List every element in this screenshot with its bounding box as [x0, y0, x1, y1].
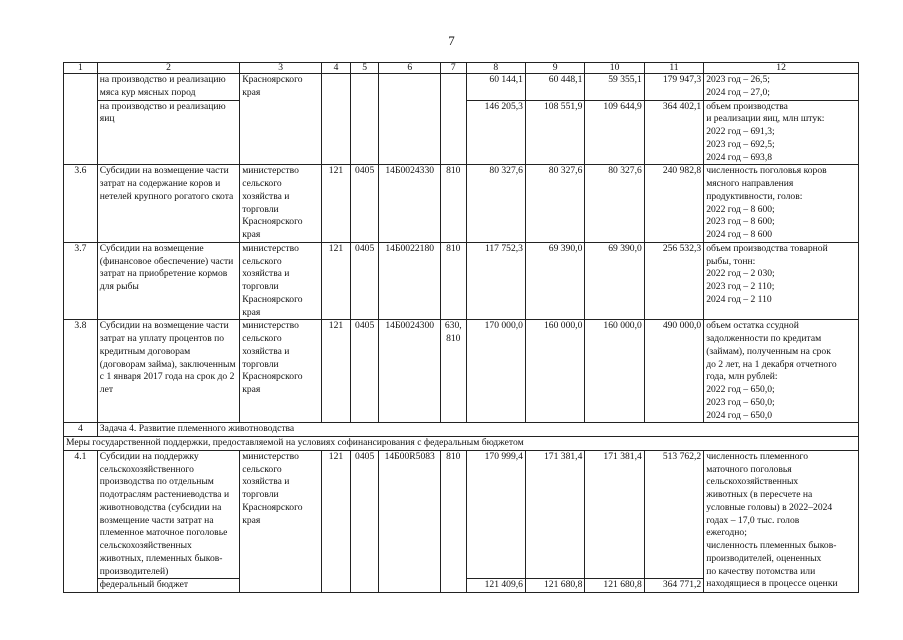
amount-total: 513 762,2 — [644, 450, 703, 579]
result-line: 2023 год – 2 110; — [706, 281, 775, 292]
result-line: численность племенных быков- — [706, 540, 837, 551]
amount-2023: 171 381,4 — [525, 450, 584, 579]
csr-code: 14Б0022180 — [379, 242, 440, 320]
administrator: министерство сельского хозяйства и торговли Красноярского края — [240, 450, 322, 579]
amount-2023: 121 680,8 — [525, 579, 584, 593]
result-line: продуктивности, голов: — [706, 190, 803, 202]
rzpr-code: 0405 — [350, 320, 379, 423]
result-line: численность племенного — [706, 450, 809, 462]
column-header: 12 — [704, 63, 859, 74]
row-number: 3.7 — [64, 242, 98, 320]
amount-2024: 121 680,8 — [585, 579, 644, 593]
measure-name: Субсидии на возмещение (финансовое обеспечение) части затрат на приобретение кормов для рыбы — [97, 242, 239, 320]
amount-2022: 80 327,6 — [466, 165, 525, 243]
result-indicator — [704, 165, 859, 243]
grbs-code: 121 — [322, 450, 351, 579]
grbs-code: 121 — [322, 165, 351, 243]
result-line: 2024 год – 27,0; — [706, 86, 770, 98]
result-line: численность поголовья коров — [706, 165, 827, 177]
amount-2022: 170 999,4 — [466, 450, 525, 579]
column-header: 6 — [379, 63, 440, 74]
amount-2022: 121 409,6 — [466, 579, 525, 593]
result-line: до 2 лет, на 1 декабря отчетного — [706, 358, 837, 370]
result-line: по качеству потомства или — [706, 565, 816, 577]
amount-total: 364 402,1 — [644, 100, 703, 165]
result-line: 2024 год – 2 110 — [706, 293, 772, 305]
measure-name: на производство и реализацию яиц — [97, 100, 239, 165]
result-line: 2024 год – 693,8 — [706, 151, 773, 163]
amount-2023: 108 551,9 — [525, 100, 584, 165]
result-line: сельскохозяйственных — [706, 476, 799, 488]
administrator: министерство сельского хозяйства и торговли Красноярского края — [240, 165, 322, 243]
funding-source: федеральный бюджет — [97, 579, 239, 593]
result-indicator — [704, 450, 859, 592]
program-table — [63, 62, 859, 593]
column-header: 1 — [64, 63, 98, 74]
result-line: животных (в пересчете на — [706, 489, 813, 500]
amount-total: 364 771,2 — [644, 579, 703, 593]
rzpr-code: 0405 — [350, 165, 379, 243]
csr-code: 14Б0024300 — [379, 320, 440, 423]
vr-code: 810 — [440, 165, 466, 243]
rzpr-code: 0405 — [350, 242, 379, 320]
administrator: Красноярского края — [240, 74, 322, 101]
column-header: 5 — [350, 63, 379, 74]
result-line: мясного направления — [706, 178, 794, 189]
table-row — [64, 242, 859, 320]
table-row — [64, 320, 859, 423]
row-number: 3.8 — [64, 320, 98, 423]
task-number: 4 — [64, 423, 98, 437]
vr-code: 630, 810 — [440, 320, 466, 423]
result-line: года, млн рублей: — [706, 371, 778, 383]
result-line: условные головы) в 2022–2024 — [706, 501, 833, 513]
grbs-code: 121 — [322, 320, 351, 423]
result-indicator — [704, 242, 859, 320]
result-line: объем производства товарной — [706, 242, 828, 254]
result-line: годах – 17,0 тыс. голов — [706, 514, 800, 526]
result-line: 2023 год – 692,5; — [706, 138, 775, 150]
csr-code: 14Б0024330 — [379, 165, 440, 243]
measure-name: на производство и реализацию мяса кур мясных пород — [97, 74, 239, 101]
column-header: 8 — [466, 63, 525, 74]
result-line: объем производства — [706, 100, 788, 112]
grbs-code: 121 — [322, 242, 351, 320]
column-header: 7 — [440, 63, 466, 74]
amount-2022: 117 752,3 — [466, 242, 525, 320]
amount-2024: 69 390,0 — [585, 242, 644, 320]
section-row — [64, 437, 859, 451]
measure-name: Субсидии на поддержку сельскохозяйственного производства по отдельным подотраслям растениеводства и животноводства (субсидии на возмещение части затрат на племенное маточное поголовье сельскохозяйственных животных, племенных быков-производителей) — [97, 450, 239, 579]
vr-code: 810 — [440, 242, 466, 320]
administrator: министерство сельского хозяйства и торговли Красноярского края — [240, 242, 322, 320]
task-row — [64, 423, 859, 437]
result-line: и реализации яиц, млн штук: — [706, 113, 825, 125]
result-line: производителей, оцененных — [706, 552, 822, 564]
result-line: 2022 год – 2 030; — [706, 268, 775, 280]
result-indicator — [704, 100, 859, 165]
column-header: 9 — [525, 63, 584, 74]
amount-2024: 171 381,4 — [585, 450, 644, 579]
column-header: 10 — [585, 63, 644, 74]
row-number: 3.6 — [64, 165, 98, 243]
column-header: 3 — [240, 63, 322, 74]
measure-name: Субсидии на возмещение части затрат на содержание коров и нетелей крупного рогатого скота — [97, 165, 239, 243]
result-line: 2024 год – 650,0 — [706, 409, 773, 421]
amount-2023: 60 448,1 — [525, 74, 584, 101]
amount-2022: 170 000,0 — [466, 320, 525, 423]
result-line: (займам), полученным на срок — [706, 345, 831, 357]
rzpr-code: 0405 — [350, 450, 379, 579]
administrator: министерство сельского хозяйства и торговли Красноярского края — [240, 320, 322, 423]
task-title: Задача 4. Развитие племенного животноводства — [97, 423, 858, 437]
amount-2023: 69 390,0 — [525, 242, 584, 320]
result-line: 2023 год – 8 600; — [706, 216, 775, 228]
section-title: Меры государственной поддержки, предоставляемой на условиях софинансирования с федеральным бюджетом — [64, 437, 859, 451]
amount-2024: 59 355,1 — [585, 74, 644, 101]
result-line: рыбы, тонн: — [706, 255, 756, 267]
amount-2022: 60 144,1 — [466, 74, 525, 101]
result-line: 2022 год – 8 600; — [706, 203, 775, 215]
amount-2022: 146 205,3 — [466, 100, 525, 165]
amount-total: 490 000,0 — [644, 320, 703, 423]
column-header: 4 — [322, 63, 351, 74]
table-row — [64, 450, 859, 579]
table-row — [64, 100, 859, 165]
amount-total: 256 532,3 — [644, 242, 703, 320]
amount-total: 240 982,8 — [644, 165, 703, 243]
measure-name: Субсидии на возмещение части затрат на уплату процентов по кредитным договорам (договорам займа), заключенным с 1 января 2017 года на срок до 2 лет — [97, 320, 239, 423]
result-indicator — [704, 74, 859, 101]
column-header: 11 — [644, 63, 703, 74]
amount-2024: 160 000,0 — [585, 320, 644, 423]
result-line: находящиеся в процессе оценки — [706, 578, 838, 590]
amount-2023: 160 000,0 — [525, 320, 584, 423]
table-row — [64, 74, 859, 101]
result-indicator — [704, 320, 859, 423]
amount-total: 179 947,3 — [644, 74, 703, 101]
result-line: 2023 год – 650,0; — [706, 396, 775, 408]
vr-code: 810 — [440, 450, 466, 579]
table-row — [64, 165, 859, 243]
result-line: маточного поголовья — [706, 463, 792, 475]
column-header: 2 — [97, 63, 239, 74]
result-line: объем остатка ссудной — [706, 320, 799, 332]
amount-2024: 109 644,9 — [585, 100, 644, 165]
page-number: 7 — [448, 33, 455, 48]
amount-2023: 80 327,6 — [525, 165, 584, 243]
result-line: задолженности по кредитам — [706, 333, 822, 344]
result-line: 2022 год – 650,0; — [706, 384, 775, 395]
result-line: 2023 год – 26,5; — [706, 74, 770, 85]
result-line: 2024 год – 8 600 — [706, 229, 773, 240]
csr-code: 14Б00R5083 — [379, 450, 440, 579]
amount-2024: 80 327,6 — [585, 165, 644, 243]
result-line: ежегодно; — [706, 527, 747, 539]
row-number: 4.1 — [64, 450, 98, 579]
result-line: 2022 год – 691,3; — [706, 126, 775, 137]
column-numbers-row — [64, 63, 859, 74]
